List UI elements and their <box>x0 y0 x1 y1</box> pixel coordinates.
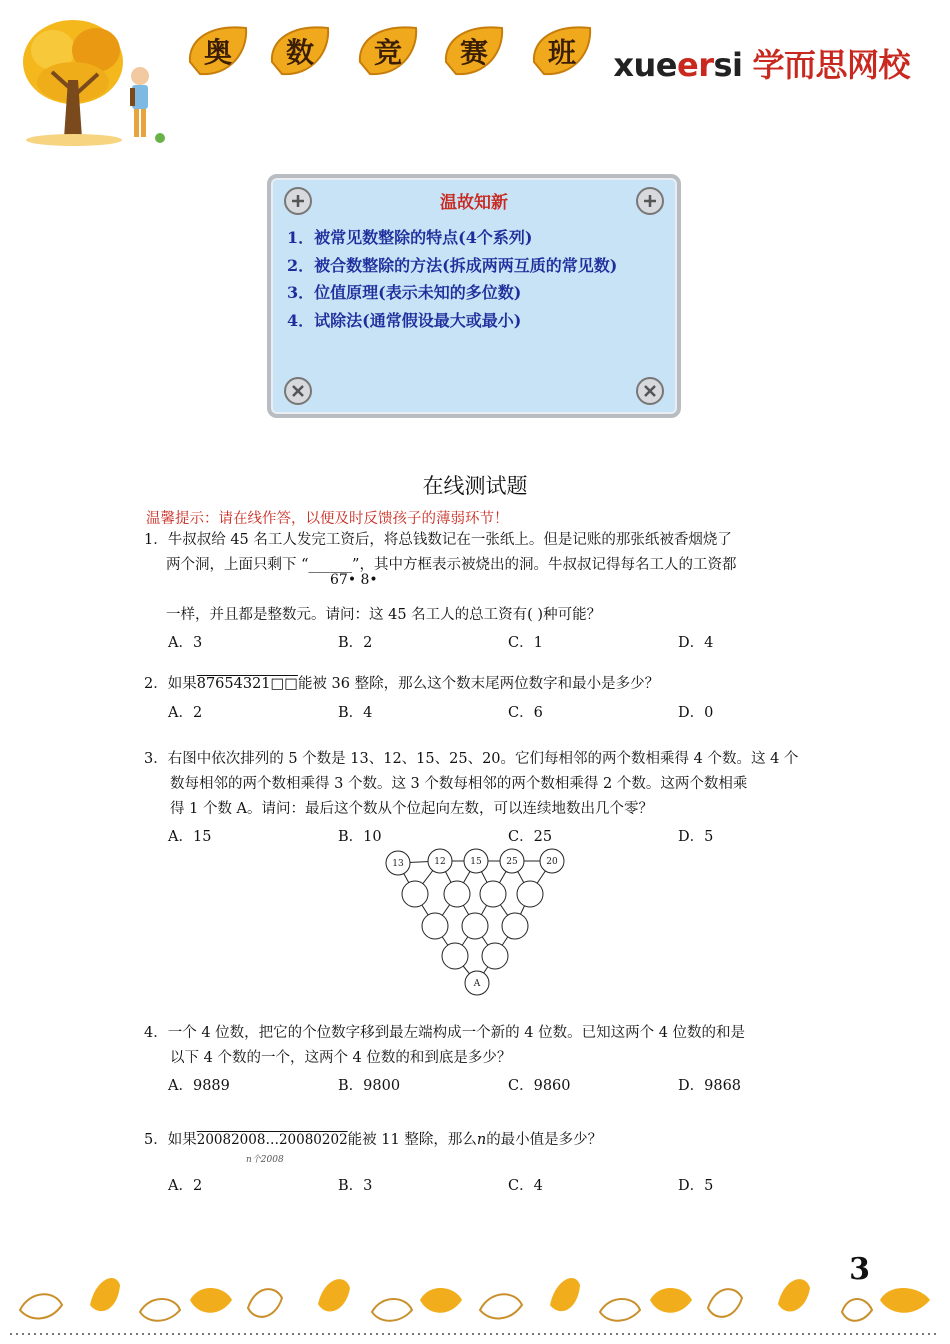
option[interactable]: B．3 <box>338 1178 373 1194</box>
brand-logo <box>613 40 910 86</box>
leaf-char: 班 <box>547 36 576 69</box>
q4-line1: 4．一个 4 位数，把它的个位数字移到最左端构成一个新的 4 位数。已知这两个 4 位数的和是 <box>144 1025 746 1041</box>
screw-icon <box>635 376 665 406</box>
option[interactable]: D．9868 <box>678 1078 742 1094</box>
leaf-badge <box>356 22 420 80</box>
triangle-node <box>442 943 468 969</box>
option[interactable]: A．15 <box>168 829 212 845</box>
leaf-icon <box>20 1278 930 1321</box>
option[interactable]: C．1 <box>508 635 543 651</box>
question-3 <box>144 747 798 822</box>
option[interactable]: B．2 <box>338 635 373 651</box>
q1-options <box>168 631 848 652</box>
q1-line1: 1．牛叔叔给 45 名工人发完工资后，将总钱数记在一张纸上。但是记账的那张纸被香烟烧了 <box>144 532 732 548</box>
q4-options <box>168 1074 848 1095</box>
page-number: 3 <box>849 1252 870 1287</box>
leaf-badge <box>530 22 594 80</box>
option[interactable]: D．5 <box>678 829 714 845</box>
q1-blank: ______ <box>308 557 353 573</box>
option[interactable]: C．6 <box>508 705 543 721</box>
triangle-node <box>517 881 543 907</box>
triangle-node <box>480 881 506 907</box>
q5-post: 能被 11 整除，那么 <box>347 1132 477 1148</box>
review-item: 4．试除法(通常假设最大或最小) <box>287 310 522 330</box>
triangle-node <box>444 881 470 907</box>
triangle-node <box>402 881 428 907</box>
leaf-badge <box>268 22 332 80</box>
option[interactable]: C．4 <box>508 1178 543 1194</box>
q5-number: 20082008…20080202 <box>196 1132 348 1148</box>
triangle-node <box>462 913 488 939</box>
q3-line3: 得 1 个数 A。请问：最后这个数从个位起向左数，可以连续地数出几个零？ <box>170 801 654 817</box>
leaf-char: 赛 <box>459 36 488 69</box>
triangle-node <box>502 913 528 939</box>
node-label: 13 <box>392 859 404 869</box>
brand-en-mid: er <box>676 46 714 84</box>
footer-leaves-decoration <box>0 1250 950 1344</box>
q5-underbrace-label: n个2008 <box>246 1155 284 1165</box>
leaf-badge <box>442 22 506 80</box>
option[interactable]: D．4 <box>678 635 714 651</box>
question-4 <box>144 1021 745 1071</box>
q2-post: 能被 36 整除，那么这个数末尾两位数字和最小是多少？ <box>297 676 660 692</box>
q1-number-fragment: 67• 8• <box>330 572 378 588</box>
q5-options <box>168 1174 848 1195</box>
review-item: 1．被常见数整除的特点(4个系列) <box>287 228 533 247</box>
q5-variable: n <box>476 1132 487 1148</box>
leaf-char: 数 <box>285 36 314 69</box>
q1-line3: 一样，并且都是整数元。请问：这 45 名工人的总工资有( )种可能？ <box>166 607 602 623</box>
q1-line2b: ”，其中方框表示被烧出的洞。牛叔叔记得每名工人的工资都 <box>352 557 737 573</box>
triangle-node <box>482 943 508 969</box>
question-5 <box>144 1128 602 1153</box>
q2-number: 87654321□□ <box>196 676 298 692</box>
q1-line2a: 两个洞，上面只剩下 “ <box>166 557 309 573</box>
node-label: 15 <box>470 857 482 867</box>
brand-cn: 学而思网校 <box>752 46 910 84</box>
option[interactable]: B．10 <box>338 829 382 845</box>
tree-illustration <box>18 10 178 150</box>
review-item: 2．被合数整除的方法(拆成两两互质的常见数) <box>287 255 618 275</box>
q3-line1: 3．右图中依次排列的 5 个数是 13、12、15、25、20。它们每相邻的两个数相乘得 4 个数。这 4 个 <box>144 751 799 767</box>
option[interactable]: C．9860 <box>508 1078 571 1094</box>
option[interactable]: B．4 <box>338 705 373 721</box>
tip-text: 温馨提示：请在线作答，以便及时反馈孩子的薄弱环节！ <box>146 511 509 527</box>
review-item: 3．位值原理(表示未知的多位数) <box>287 283 522 302</box>
option[interactable]: D．0 <box>678 705 714 721</box>
brand-en-post: si <box>713 46 743 84</box>
leaf-char: 竞 <box>373 36 402 69</box>
review-list <box>287 224 617 334</box>
number-triangle-diagram <box>380 846 580 996</box>
node-label: 20 <box>546 857 558 867</box>
leaf-badge <box>186 22 250 80</box>
q4-line2: 以下 4 个数的一个，这两个 4 位数的和到底是多少？ <box>170 1050 512 1066</box>
option[interactable]: D．5 <box>678 1178 714 1194</box>
option[interactable]: A．9889 <box>168 1078 230 1094</box>
option[interactable]: C．25 <box>508 829 553 845</box>
option[interactable]: A．3 <box>168 635 203 651</box>
node-label: 25 <box>506 857 518 867</box>
option[interactable]: A．2 <box>168 1178 203 1194</box>
q2-pre: 2．如果 <box>144 676 197 692</box>
question-1 <box>144 528 736 578</box>
screw-icon <box>283 376 313 406</box>
question-2 <box>144 672 659 697</box>
brand-en-pre: xue <box>613 46 677 84</box>
q5-post2: 的最小值是多少？ <box>486 1132 603 1148</box>
node-label: 12 <box>434 857 446 867</box>
node-label: A <box>473 979 481 989</box>
review-board <box>267 174 681 418</box>
q3-options <box>168 825 848 846</box>
review-title: 温故知新 <box>440 193 508 213</box>
leaf-char: 奥 <box>203 36 232 69</box>
section-title: 在线测试题 <box>422 474 528 498</box>
triangle-node <box>422 913 448 939</box>
option[interactable]: A．2 <box>168 705 203 721</box>
q1-line2 <box>144 553 736 578</box>
q5-pre: 5．如果 <box>144 1132 197 1148</box>
option[interactable]: B．9800 <box>338 1078 401 1094</box>
q3-line2: 数每相邻的两个数相乘得 3 个数。这 3 个数每相邻的两个数相乘得 2 个数。这两个数相乘 <box>170 776 748 792</box>
q2-options <box>168 701 848 722</box>
